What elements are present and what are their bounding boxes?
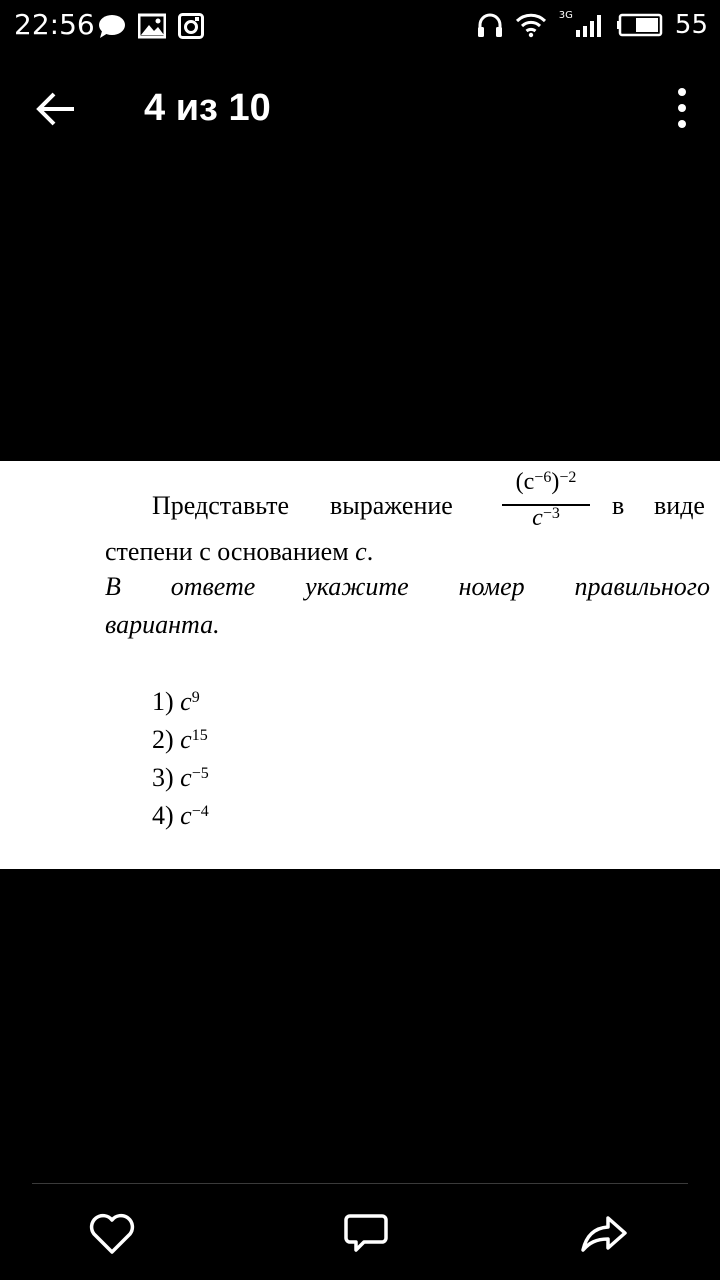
like-button[interactable] — [88, 1212, 136, 1256]
answer-options — [152, 683, 209, 835]
word: укажите — [305, 572, 409, 601]
status-bar — [0, 0, 720, 50]
system-icons — [477, 10, 708, 40]
task-image[interactable] — [0, 461, 720, 869]
battery-level: 55 — [674, 10, 708, 40]
battery-icon — [617, 13, 663, 37]
network-type: 3G — [558, 9, 573, 21]
more-vertical-icon — [670, 82, 694, 134]
arrow-left-icon — [30, 84, 80, 134]
instagram-icon — [178, 13, 204, 39]
share-button[interactable] — [580, 1212, 628, 1256]
word: ответе — [170, 572, 256, 601]
word-v: в — [612, 491, 625, 520]
page-counter-title: 4 из 10 — [144, 87, 271, 129]
image-icon — [138, 13, 166, 39]
wifi-icon — [515, 12, 547, 38]
word-vyrazhenie: выражение — [330, 491, 453, 520]
answer-option: 4) $c^{-4}$ — [152, 801, 209, 830]
comment-button[interactable] — [342, 1212, 390, 1256]
status-time: 22:56 — [14, 8, 95, 41]
bottom-divider — [32, 1183, 688, 1184]
notification-icons — [98, 12, 204, 40]
answer-option: 2) $c^{15}$ — [152, 725, 208, 754]
chat-bubble-icon — [98, 13, 126, 39]
signal-icon — [575, 12, 605, 38]
app-bar — [0, 60, 720, 156]
task-line-4: варианта. — [105, 610, 220, 639]
word: номер — [458, 572, 525, 601]
share-icon — [580, 1212, 628, 1256]
heart-icon — [88, 1212, 136, 1256]
headphones-icon — [477, 12, 503, 38]
task-line-3 — [105, 572, 710, 602]
answer-option: 1) $c^9$ — [152, 687, 200, 716]
word-predstavte: Представьте — [152, 491, 290, 520]
task-line-2: степени с основанием c. — [105, 537, 374, 566]
word-vide: виде — [654, 491, 705, 520]
fraction-denominator: $c^{-3}$ — [532, 505, 560, 531]
more-options-button[interactable] — [670, 82, 694, 134]
bottom-action-bar — [0, 1190, 720, 1280]
word: В — [105, 572, 121, 601]
fraction-numerator: $(c^{-6})^{-2}$ — [515, 469, 577, 495]
back-button[interactable] — [30, 84, 80, 134]
comment-icon — [342, 1212, 390, 1256]
word: правильного — [574, 572, 710, 601]
answer-option: 3) $c^{-5}$ — [152, 763, 209, 792]
